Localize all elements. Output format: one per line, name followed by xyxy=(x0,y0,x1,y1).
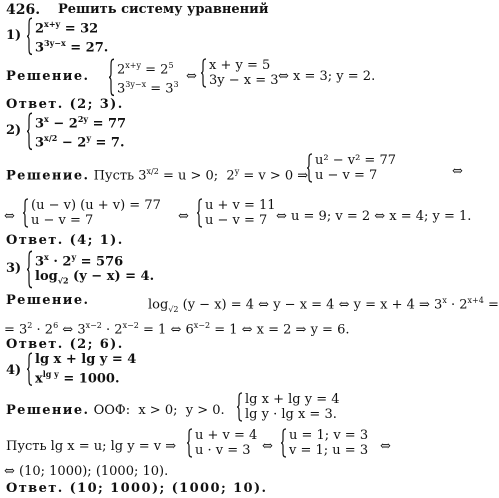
p1-label: 1) xyxy=(6,28,22,43)
brace-icon xyxy=(26,17,33,56)
p2-equiv-1: ⇔ xyxy=(452,164,463,179)
brace-icon xyxy=(186,428,193,458)
p1-system xyxy=(26,17,108,56)
p4-odz-system xyxy=(236,392,340,422)
p3-answer: Ответ. (2; 6). xyxy=(6,337,124,352)
p2-system xyxy=(26,112,126,151)
p2-solution-text: Решение. Пусть $3^{x/2} = u > 0$; $2^y = v > 0$ ⇒ xyxy=(6,167,309,184)
p4-odz-eq1: lg x + lg y = 4 xyxy=(245,392,340,407)
p2-equiv-3: ⇔ xyxy=(178,209,189,224)
p2-step3 xyxy=(196,198,276,228)
p2-step1 xyxy=(306,153,396,183)
p4-eq2: $x^{lg y} = 1000$. xyxy=(35,369,120,387)
p3-eq1: $3^x \cdot 2^y = 576$ xyxy=(35,252,124,270)
p2-step2-eq2: u − v = 7 xyxy=(31,213,94,228)
p4-answer: Ответ. (10; 1000); (1000; 10). xyxy=(6,481,268,496)
p1-step1-eq1: $2^{x+y} = 2^5$ xyxy=(117,61,174,78)
brace-icon xyxy=(26,112,33,151)
p3-solution-label: Решение. xyxy=(6,293,90,308)
brace-icon xyxy=(196,198,203,228)
p4-system xyxy=(26,352,136,386)
problem-title: Решить систему уравнений xyxy=(58,2,269,17)
p2-step2-eq1: (u − v) (u + v) = 77 xyxy=(31,198,161,213)
p2-equiv-2: ⇔ xyxy=(4,209,15,224)
p4-equiv-1: ⇔ xyxy=(262,439,273,454)
p1-answer: Ответ. (2; 3). xyxy=(6,97,124,112)
p4-step2-eq1: u = 1; v = 3 xyxy=(289,428,369,443)
p4-odz-eq2: lg y · lg x = 3. xyxy=(245,407,337,422)
p4-solution-text: Решение. ООФ: x > 0; y > 0. xyxy=(6,403,225,418)
brace-icon xyxy=(26,352,33,386)
p4-step1-eq1: u + v = 4 xyxy=(195,428,258,443)
p2-eq1: $3^x - 2^{2y} = 77$ xyxy=(35,114,127,132)
p2-step3-eq1: u + v = 11 xyxy=(205,198,276,213)
p3-line1: $\log_{√2} (y - x) = 4$ ⇔ y − x = 4 ⇔ y = x + 4 ⇒ $3^x \cdot 2^{x+4}$ = xyxy=(148,296,499,314)
p1-step1 xyxy=(108,58,179,97)
p4-step2-eq2: v = 1; u = 3 xyxy=(289,443,369,458)
p4-equiv-2: ⇔ xyxy=(380,439,391,454)
p2-step1-eq1: u² − v² = 77 xyxy=(315,153,396,168)
brace-icon xyxy=(236,392,243,422)
brace-icon xyxy=(108,58,115,97)
brace-icon xyxy=(306,153,313,183)
p2-eq2: $3^{x/2} - 2^y = 7$. xyxy=(35,133,125,151)
brace-icon xyxy=(280,428,287,458)
p2-answer: Ответ. (4; 1). xyxy=(6,233,124,248)
p1-eq1: $2^{x+y} = 32$ xyxy=(35,19,99,37)
brace-icon xyxy=(26,250,33,289)
p2-result: ⇔ u = 9; v = 2 ⇔ x = 4; y = 1. xyxy=(276,209,472,224)
p1-step2-eq1: x + y = 5 xyxy=(209,58,271,73)
p2-label: 2) xyxy=(6,123,22,138)
p3-eq2: $\log_{√2} (y - x) = 4$. xyxy=(35,269,155,286)
p3-line2: = $3^2 \cdot 2^6$ ⇔ $3^{x-2} \cdot 2^{x-2} = 1$ ⇔ $6^{x-2} = 1$ ⇔ x = 2 ⇒ y = 6. xyxy=(4,321,350,338)
problem-number: 426. xyxy=(6,2,41,18)
p2-step1-eq2: u − v = 7 xyxy=(315,168,378,183)
p4-substitution: Пусть lg x = u; lg y = v ⇒ xyxy=(6,439,177,454)
p2-step2 xyxy=(22,198,161,228)
p4-result: ⇔ (10; 1000); (1000; 10). xyxy=(4,464,169,479)
p3-system xyxy=(26,250,154,289)
p4-step2 xyxy=(280,428,368,458)
p1-equiv-1: ⇔ xyxy=(186,69,197,84)
p3-label: 3) xyxy=(6,261,22,276)
p1-solution-label: Решение. xyxy=(6,69,90,84)
p1-step2 xyxy=(200,58,279,88)
p1-step2-eq2: 3y − x = 3 xyxy=(209,73,279,88)
p1-eq2: $3^{3y-x} = 27$. xyxy=(35,38,109,56)
p4-step1-eq2: u · v = 3 xyxy=(195,443,251,458)
p4-eq1: lg x + lg y = 4 xyxy=(35,352,137,367)
p2-step3-eq2: u − v = 7 xyxy=(205,213,268,228)
p1-step1-eq2: $3^{3y-x} = 3^3$ xyxy=(117,80,179,97)
p1-result: ⇔ x = 3; y = 2. xyxy=(278,69,376,84)
p4-step1 xyxy=(186,428,257,458)
p4-label: 4) xyxy=(6,363,22,378)
brace-icon xyxy=(200,58,207,88)
brace-icon xyxy=(22,198,29,228)
